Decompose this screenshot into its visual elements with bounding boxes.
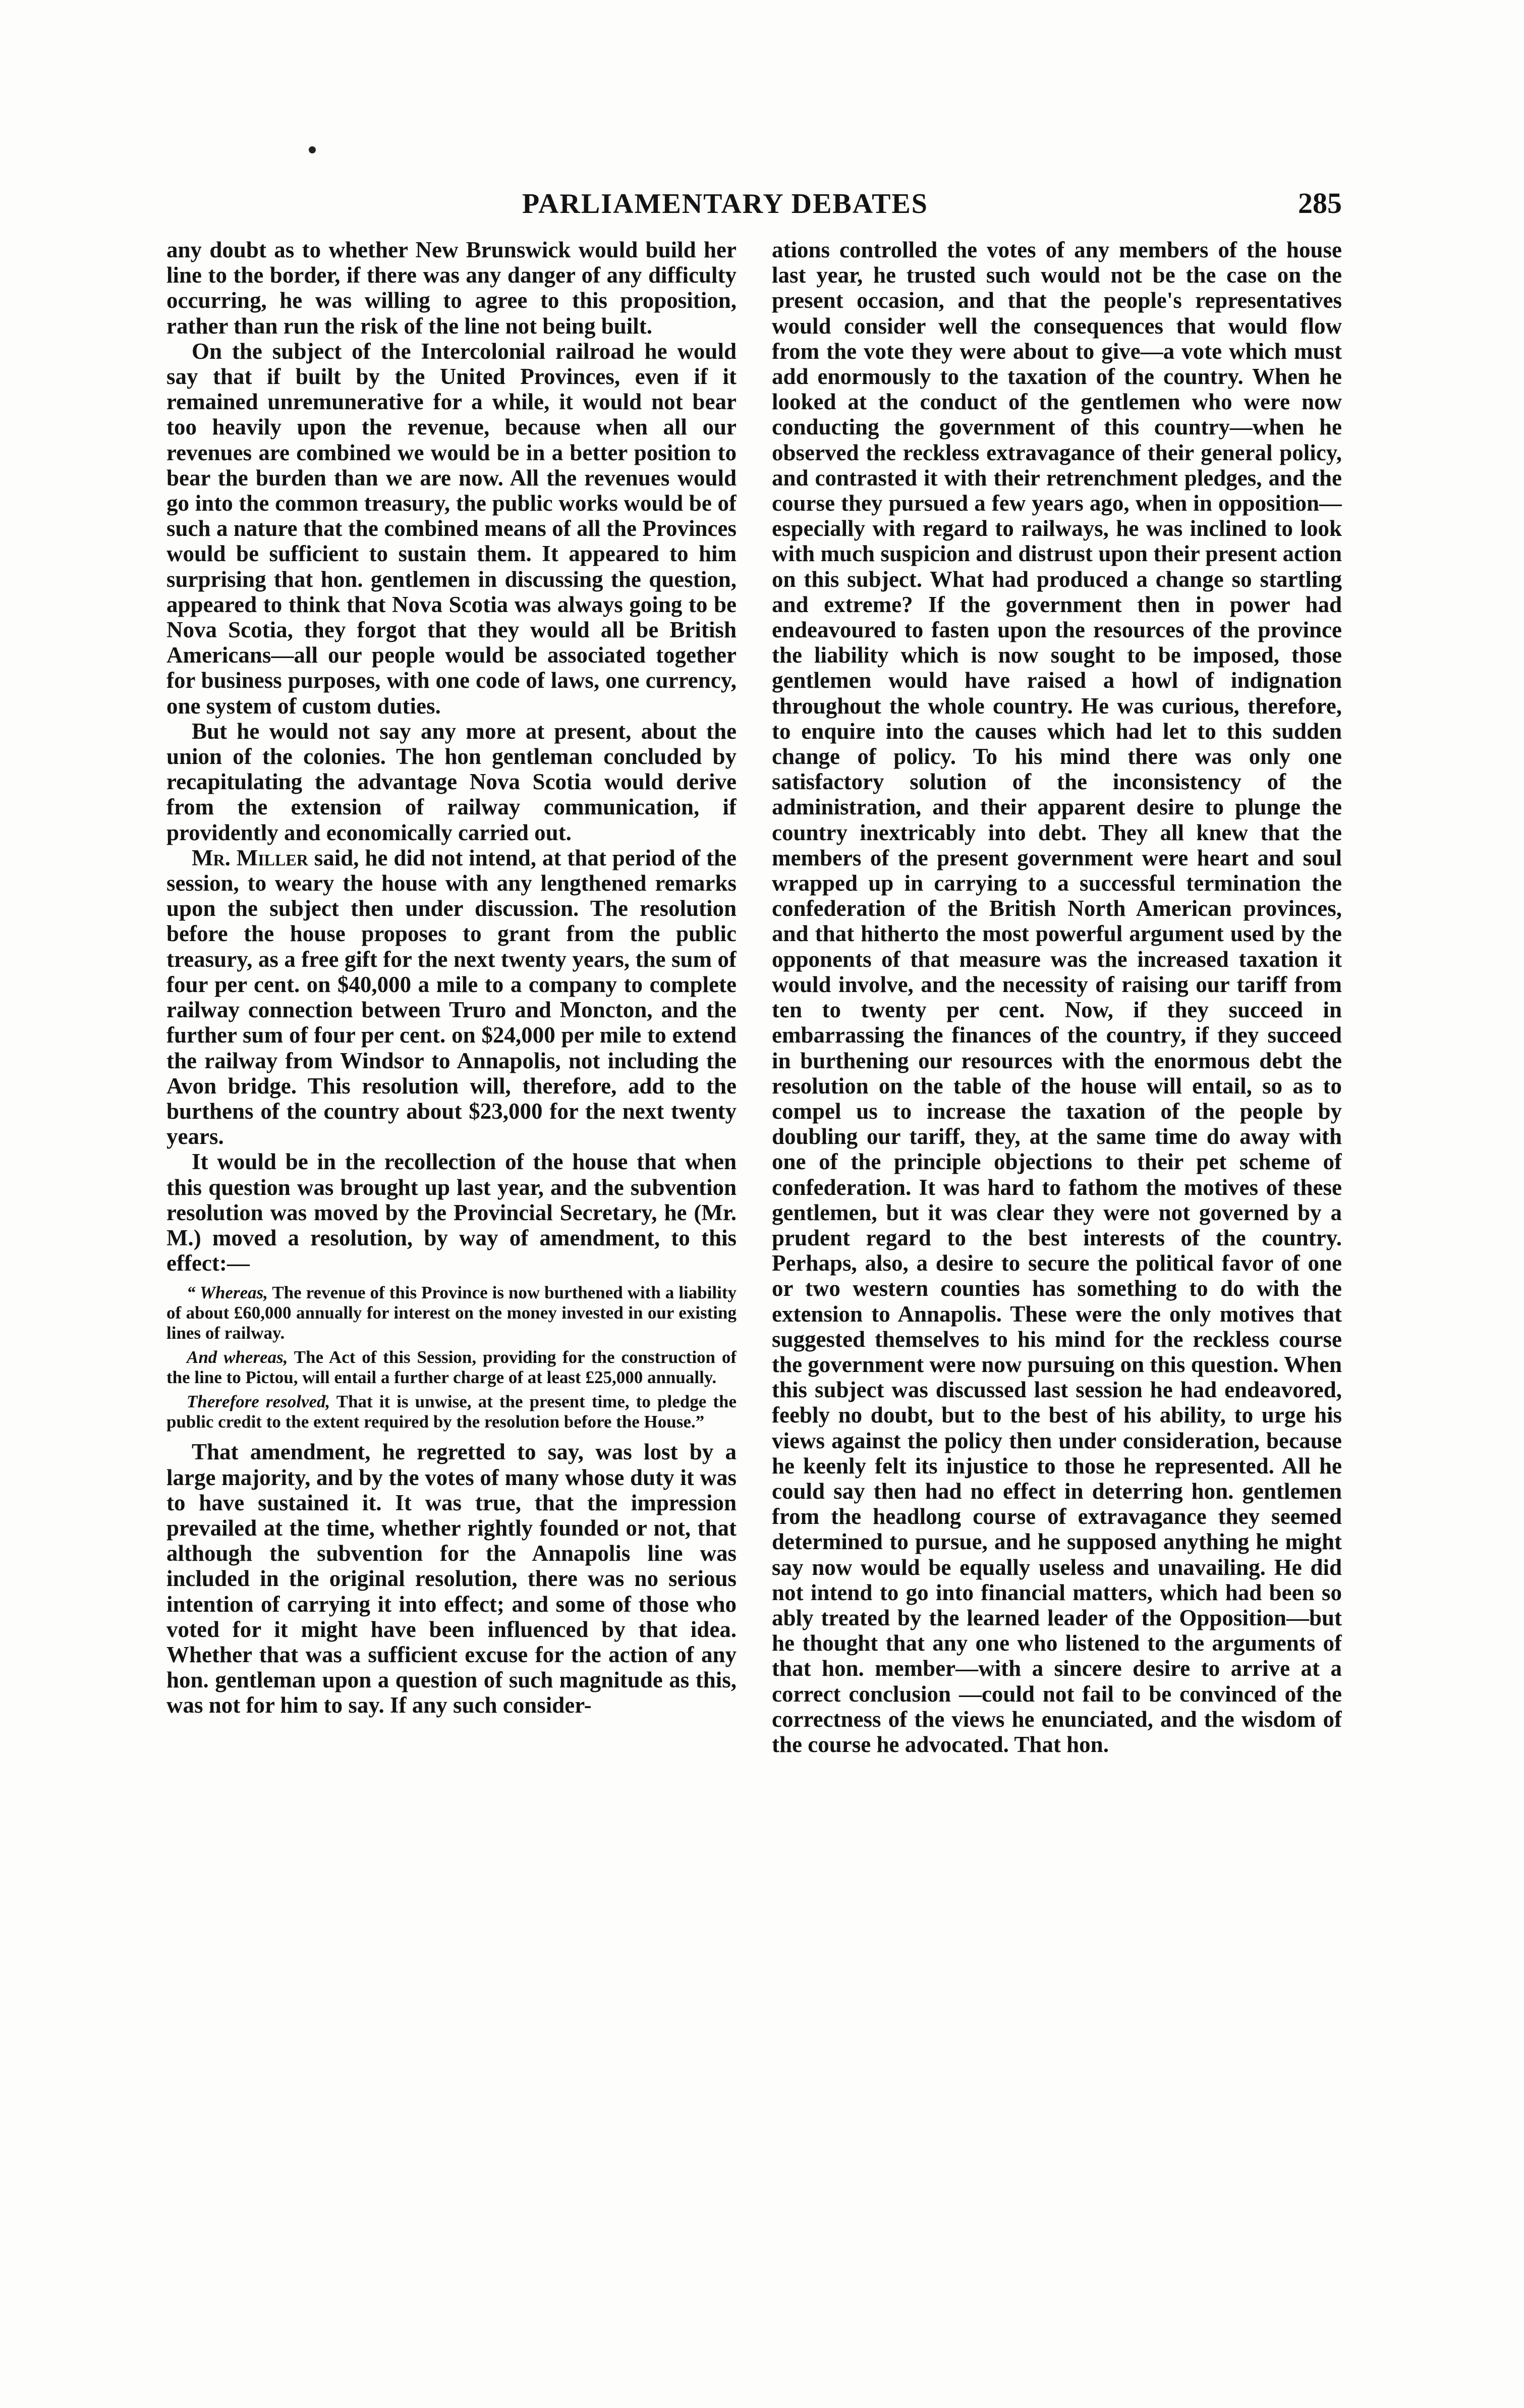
quoted-resolution-1-lead: “ Whereas, xyxy=(187,1283,268,1303)
print-dot-mark xyxy=(309,146,316,153)
quoted-resolution-2 xyxy=(166,1347,737,1388)
paragraph-left-4-text: said, he did not intend, at that period of the session, to weary the house with any lengthened remarks upon the subject then under discussion. The resolution before the house proposes to grant from the public treasury, as a free gift for the next twenty years, the sum of four per cent. on $40,000 a mile to a company to complete railway connection between Truro and Moncton, and the further sum of four per cent. on $24,000 per mile to extend the railway from Windsor to Annapolis, not including the Avon bridge. This resolution will, therefore, add to the burthens of the country about $23,000 for the next twenty years. xyxy=(166,845,737,1150)
paragraph-left-5: It would be in the recollection of the house that when this question was brought up last year, and the subvention resolution was moved by the Provincial Secretary, he (Mr. M.) moved a resolution, by way of amendment, to this effect:— xyxy=(166,1149,737,1276)
paragraph-left-4 xyxy=(166,845,737,1149)
quoted-resolution-3-text: That it is unwise, at the present time, to pledge the public credit to the extent required by the resolution before the House.” xyxy=(166,1392,737,1432)
quoted-resolution-1-text: The revenue of this Province is now burthened with a liability of about £60,000 annually for interest on the money invested in our existing lines of railway. xyxy=(166,1283,737,1343)
paragraph-left-6: That amendment, he regretted to say, was lost by a large majority, and by the votes of many whose duty it was to have sustained it. It was true, that the impression prevailed at the time, whether rightly founded or not, that although the subvention for the Annapolis line was included in the original resolution, there was no serious intention of carrying it into effect; and some of those who voted for it might have been influenced by that idea. Whether that was a sufficient excuse for the action of any hon. gentleman upon a question of such magnitude as this, was not for him to say. If any such consider- xyxy=(166,1439,737,1718)
quoted-resolution-3-lead: Therefore resolved, xyxy=(187,1392,330,1412)
page-header xyxy=(166,182,1342,222)
paragraph-left-2: On the subject of the Intercolonial railroad he would say that if built by the United Provinces, even if it remained unremunerative for a while, it would not bear too heavily upon the revenue, because when all our revenues are combined we would be in a better position to bear the burden than we are now. All the revenues would go into the common treasury, the public works would be of such a nature that the combined means of all the Provinces would be sufficient to sustain them. It appeared to him surprising that hon. gentlemen in discussing the question, appeared to think that Nova Scotia was always going to be Nova Scotia, they forgot that they would all be British Americans—all our people would be associated together for business purposes, with one code of laws, one currency, one system of custom duties. xyxy=(166,338,737,719)
speaker-name: Mr. Miller xyxy=(192,845,308,870)
quoted-resolution-3 xyxy=(166,1392,737,1432)
running-head: PARLIAMENTARY DEBATES xyxy=(522,188,928,220)
paragraph-right-1: ations controlled the votes of any members of the house last year, he trusted such would not be the case on the present occasion, and that the people's representatives would consider well the consequences that would flow from the vote they were about to give—a vote which must add enormously to the taxation of the country. When he looked at the conduct of the gentlemen who were now conducting the government of this country—when he observed the reckless extravagance of their general policy, and contrasted it with their retrenchment pledges, and the course they pursued a few years ago, when in opposition—especially with regard to railways, he was inclined to look with much suspicion and distrust upon their present action on this subject. What had produced a change so startling and extreme? If the government then in power had endeavoured to fasten upon the resources of the province the liability which is now sought to be imposed, those gentlemen would have raised a howl of indignation throughout the whole country. He was curious, therefore, to enquire into the causes which had let to this sudden change of policy. To his mind there was only one satisfactory solution of the inconsistency of the administration, and their apparent desire to plunge the country inextricably into debt. They all knew that the members of the present government were heart and soul wrapped up in carrying to a successful termination the confederation of the British North American provinces, and that hitherto the most powerful argument used by the opponents of that measure was the increased taxation it would involve, and the necessity of raising our tariff from ten to twenty per cent. Now, if they succeed in embarrassing the finances of the country, if they succeed in burthening our resources with the enormous debt the resolution on the table of the house will entail, so as to compel us to increase the taxation of the people by doubling our tariff, they, at the same time do away with one of the principle objections to their pet scheme of confederation. It was hard to fathom the motives of these gentlemen, but it was clear they were not governed by a prudent regard to the best interests of the country. Perhaps, also, a desire to secure the political favor of one or two western counties has something to do with the extension to Annapolis. These were the only motives that suggested themselves to his mind for the reckless course the government were now pursuing on this question. When this subject was discussed last session he had endeavored, feebly no doubt, but to the best of his ability, to urge his views against the policy then under consideration, because he keenly felt its injustice to those he represented. All he could say then had no effect in deterring hon. gentlemen from the headlong course of extravagance they seemed determined to pursue, and he supposed anything he might say now would be equally useless and unavailing. He did not intend to go into financial matters, which had been so ably treated by the learned leader of the Opposition—but he thought that any one who listened to the arguments of that hon. member—with a sincere desire to arrive at a correct conclusion —could not fail to be convinced of the correctness of the views he enunciated, and the wisdom of the course he advocated. That hon. xyxy=(772,237,1342,1757)
right-column xyxy=(772,237,1342,2124)
page-number: 285 xyxy=(1298,187,1342,220)
quoted-resolution-2-lead: And whereas, xyxy=(187,1347,288,1367)
quoted-resolution-1 xyxy=(166,1283,737,1343)
quoted-resolution-2-text: The Act of this Session, providing for the construction of the line to Pictou, will entail a further charge of at least £25,000 annually. xyxy=(166,1347,737,1388)
paragraph-left-3: But he would not say any more at present, about the union of the colonies. The hon gentleman concluded by recapitulating the advantage Nova Scotia would derive from the extension of railway communication, if providently and economically carried out. xyxy=(166,718,737,845)
text-columns xyxy=(166,237,1342,2124)
paragraph-left-1: any doubt as to whether New Brunswick would build her line to the border, if there was any danger of any difficulty occurring, he was willing to agree to this proposition, rather than run the risk of the line not being built. xyxy=(166,237,737,339)
left-column xyxy=(166,237,737,2124)
